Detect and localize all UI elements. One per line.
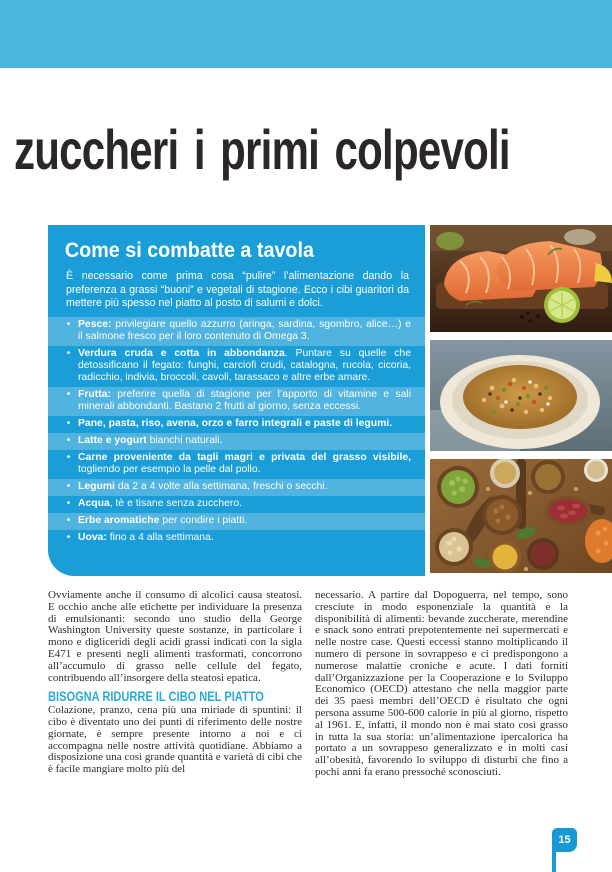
paragraph: necessario. A partire dal Dopoguerra, nel tempo, sono cresciute in modo esponenziale la quantità e la disponibilità di alimenti: bevande zuccherate, merendine e snack sono entrati prepotentemente nei supermercati e nelle nostre case. Questi eccessi stanno moltiplicando il numero di persone in sovrappeso e ci predispongono a numerose malattie croniche e acute. I dati forniti dall’Organizzazione per la Cooperazione e lo Sviluppo Economico (OECD) attestano che nella maggior parte dei 35 paesi membri dell’OECD è risultato che ogni persona assume 500-600 calorie in più al giorno, rispetto al 1961. E, infatti, il mondo non è mai stato così grasso in tutta la sua storia: un’alimentazione ipercalorica ha portato a un sovrappeso generalizzato e in molti casi all’obesità, favorendo lo sviluppo di disturbi che fino a pochi anni fa erano pressoché sconosciuti.: [315, 589, 568, 778]
bullet-icon: •: [66, 515, 71, 527]
list-item-acqua: [48, 496, 425, 513]
grain-salad-photo: [430, 340, 612, 451]
item-lead: Carne proveniente da tagli magri e privata del grasso visibile,: [78, 452, 411, 464]
item-rest: bianchi naturali.: [146, 435, 223, 447]
item-rest: da 2 a 4 volte alla settimana, freschi o secchi.: [114, 481, 328, 493]
item-lead: Erbe aromatiche: [78, 515, 160, 527]
list-item-frutta: [48, 387, 425, 416]
column-right: [315, 590, 568, 779]
food-list: [48, 317, 425, 547]
section-subheading: BISOGNA RIDURRE IL CIBO NEL PIATTO: [48, 689, 264, 705]
info-box-come-si-combatte: [48, 225, 425, 576]
list-item-uova: [48, 530, 425, 547]
list-item-latte-yogurt: [48, 433, 425, 450]
bullet-icon: •: [66, 389, 71, 401]
info-box-intro: È necessario come prima cosa “pulire” l’alimentazione dando la preferenza a grassi “buoni” e vegetali di stagione. Ecco i cibi guaritori da mettere più spesso nel piatto al posto di salumi e dolci.: [66, 270, 409, 310]
item-rest: per condire i piatti.: [159, 515, 248, 527]
list-item-erbe: [48, 513, 425, 530]
bullet-icon: •: [66, 498, 71, 510]
item-rest: privilegiare quello azzurro (aringa, sardina, sgombro, alice…) e il salmone fresco per il loro contenuto di Omega 3.: [78, 319, 411, 343]
bullet-icon: •: [66, 418, 71, 430]
bullet-icon: •: [66, 452, 71, 464]
paragraph: Colazione, pranzo, cena più una miriade di spuntini: il cibo è diventato uno dei punti di riferimento delle nostre giornate, è sempre presente intorno a noi e ci accompagna nelle nostre attività quotidiane. Abbiamo a disposizione una così grande quantità e varietà di cibi che è facile mangiare molto più del: [48, 704, 302, 776]
column-left: [48, 590, 302, 776]
bullet-icon: •: [66, 348, 71, 360]
item-lead: Acqua: [78, 498, 110, 510]
list-item-legumi: [48, 479, 425, 496]
item-rest: . Puntare su quelle che detossificano il fegato: funghi, carciofi crudi, catalogna, rucola, cicoria, radicchio, indivia, broccoli, cavoli, tarassaco e altre erbe amare.: [78, 348, 411, 384]
item-rest: fino a 4 alla settimana.: [106, 532, 214, 544]
top-color-band: [0, 0, 612, 68]
list-item-pesce: [48, 317, 425, 346]
item-rest: togliendo per esempio la pelle dal pollo.: [78, 464, 261, 476]
page-number-badge: 15: [552, 828, 577, 852]
item-lead: Latte e yogurt: [78, 435, 147, 447]
photo-column: [430, 225, 612, 581]
item-lead: Frutta:: [78, 389, 111, 401]
page-title: zuccheri i primi colpevoli: [14, 118, 510, 181]
bullet-icon: •: [66, 435, 71, 447]
bullet-icon: •: [66, 481, 71, 493]
legumes-photo: [430, 459, 612, 573]
item-lead: Pesce:: [78, 319, 112, 331]
item-lead: Pane, pasta, riso, avena, orzo e farro integrali e paste di legumi.: [78, 418, 393, 430]
list-item-verdura: [48, 346, 425, 387]
bullet-icon: •: [66, 532, 71, 544]
item-lead: Verdura cruda e cotta in abbondanza: [78, 348, 285, 360]
item-rest: preferire quella di stagione per l’apporto di vitamine e sali minerali abbondanti. Bastano 2 frutti al giorno, senza eccessi.: [78, 389, 411, 413]
page-number-stem: [552, 850, 556, 872]
item-lead: Uova:: [78, 532, 107, 544]
salmon-photo: [430, 225, 612, 332]
list-item-carne: [48, 450, 425, 479]
bullet-icon: •: [66, 319, 71, 331]
item-lead: Legumi: [78, 481, 115, 493]
list-item-pane-pasta: [48, 416, 425, 433]
paragraph: Ovviamente anche il consumo di alcolici causa steatosi. E occhio anche alle etichette per individuare la presenza di emulsionanti: secondo uno studio della George Washington University queste sostanze, in particolare i mono e digliceridi degli acidi grassi indicati con la sigla E471 e presenti negli alimenti trasformati, concorrono all’accumulo di grasso nelle cellule del fegato, contribuendo all’insorgere della steatosi epatica.: [48, 589, 302, 684]
item-rest: , tè e tisane senza zucchero.: [109, 498, 243, 510]
info-box-title: Come si combatte a tavola: [64, 239, 314, 262]
